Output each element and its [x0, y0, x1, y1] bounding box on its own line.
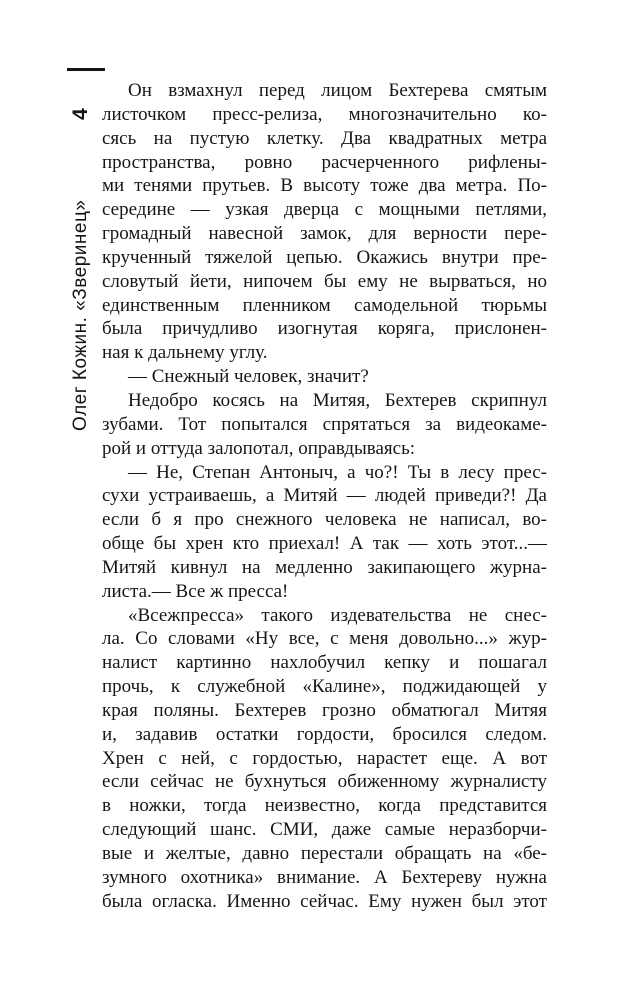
margin-rule-divider — [67, 68, 105, 71]
text-line: рой и оттуда залопотал, оправдываясь: — [102, 437, 416, 459]
text-line: была причудливо изогнутая коряга, прислонен- — [102, 318, 547, 340]
text-line: Он взмахнул перед лицом Бехтерева смятым — [128, 80, 547, 101]
text-line: листа.— Все ж пресса! — [102, 580, 289, 602]
text-line: пространства, ровно расчерченного рифлены- — [102, 151, 547, 173]
text-line: налист картинно нахлобучил кепку и пошагал — [102, 652, 547, 674]
body-text — [102, 79, 547, 914]
text-line: ла. Со словами «Ну все, с меня довольно...» жур- — [102, 628, 547, 650]
text-line: единственным пленником самодельной тюрьмы — [102, 294, 547, 316]
text-line: зубами. Тот попытался спрятаться за видеокаме- — [102, 413, 547, 435]
text-line: в ножки, тогда неизвестно, когда представится — [102, 795, 547, 817]
text-line: и, задавив остатки гордости, бросился следом. — [102, 723, 547, 745]
running-title: Олег Кожин. «Зверинец» — [70, 199, 91, 431]
text-line: сясь на пустую клетку. Два квадратных метра — [102, 127, 547, 149]
text-line: прочь, к служебной «Калине», поджидающей у — [102, 676, 547, 698]
text-line: зумного охотника» внимание. А Бехтереву нужна — [102, 866, 547, 888]
text-line: Недобро косясь на Митяя, Бехтерев скрипнул — [128, 389, 547, 411]
text-line: крученный тяжелой цепью. Окажись внутри пре- — [102, 246, 547, 268]
text-line: следующий шанс. СМИ, даже самые неразборчи- — [102, 819, 547, 841]
text-line: ми тенями прутьев. В высоту тоже два метра. По- — [102, 175, 547, 197]
text-line: края поляны. Бехтерев грозно обматюгал Митяя — [102, 699, 547, 721]
text-line: если сейчас не бухнуться обиженному журналисту — [102, 771, 547, 793]
text-line: — Не, Степан Антоныч, а чо?! Ты в лесу прес- — [128, 461, 547, 483]
text-line: листочком пресс-релиза, многозначительно ко- — [102, 103, 547, 125]
text-line: обще бы хрен кто приехал! А так — хоть этот...— — [102, 533, 547, 555]
text-line: Хрен с ней, с гордостью, нарастет еще. А вот — [102, 747, 547, 769]
text-line: — Снежный человек, значит? — [128, 366, 369, 388]
text-line: вые и желтые, давно перестали обращать на «бе- — [102, 843, 547, 864]
text-line: словутый йети, нипочем бы ему не вырваться, но — [102, 270, 547, 292]
page-number: 4 — [69, 108, 92, 120]
text-line: сухи устраиваешь, а Митяй — людей приведи?! Да — [102, 485, 547, 507]
text-line: была огласка. Именно сейчас. Ему нужен был этот — [102, 890, 547, 912]
text-line: ная к дальнему углу. — [102, 342, 268, 364]
text-line: если б я про снежного человека не написал, во- — [102, 509, 547, 531]
text-line: «Всежпресса» такого издевательства не снес- — [128, 604, 547, 626]
text-line: Митяй кивнул на медленно закипающего журна- — [102, 556, 547, 578]
text-line: середине — узкая дверца с мощными петлями, — [102, 199, 547, 221]
text-line: громадный навесной замок, для верности пере- — [102, 223, 547, 245]
